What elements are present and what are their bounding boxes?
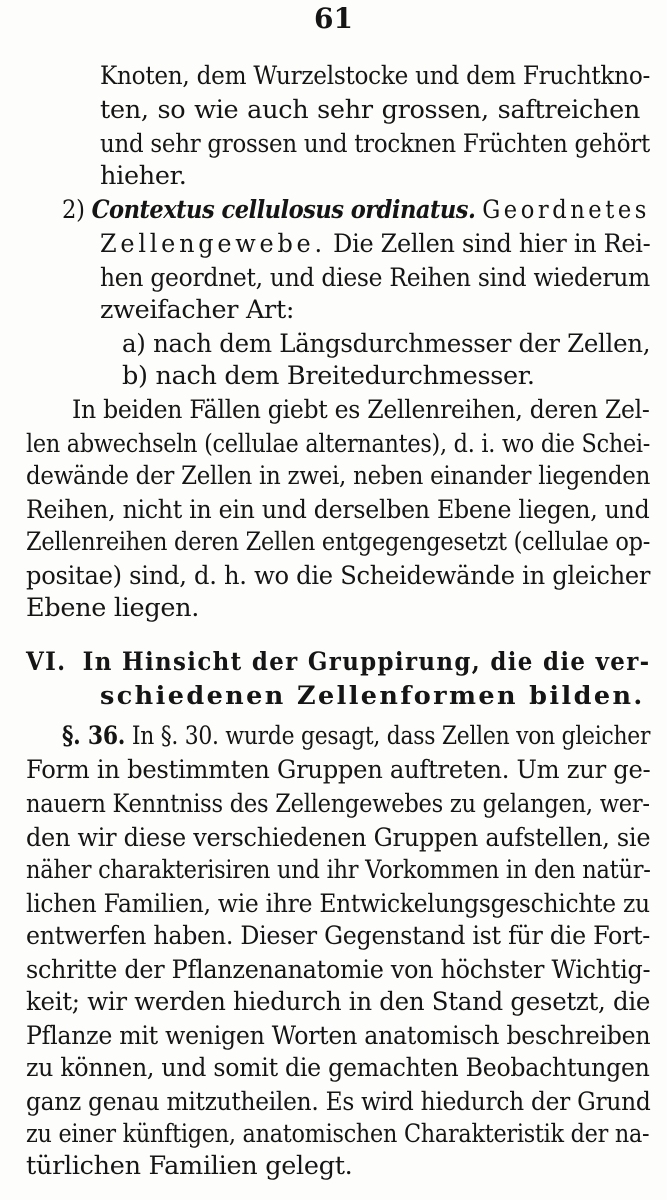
text-span: Die Zellen sind hier in Rei-: [325, 229, 651, 259]
page-number: 61: [314, 2, 353, 35]
text-line: zweifacher Art:: [100, 295, 295, 325]
list-item-2-line: [62, 194, 650, 226]
section-heading-continued: schiedenen Zellenformen bilden.: [100, 681, 645, 711]
text-line: Reihen, nicht in ein und derselben Ebene liegen, und: [26, 495, 650, 525]
latin-term: Contextus cellulosus ordinatus.: [91, 195, 476, 225]
text-line: Pflanze mit wenigen Worten anatomisch beschreiben: [26, 1021, 651, 1051]
text-line: türlichen Familien gelegt.: [26, 1151, 353, 1181]
text-line: näher charakterisiren und ihr Vorkommen in den natür-: [26, 855, 651, 885]
text-line: positae) sind, d. h. wo die Scheidewände in gleicher: [26, 561, 651, 591]
text-line: den wir diese verschiedenen Gruppen aufstellen, sie: [26, 823, 651, 853]
text-line: zu können, und somit die gemachten Beobachtungen: [26, 1053, 650, 1083]
german-term: Geordnetes: [482, 195, 650, 225]
text-line: lichen Familien, wie ihre Entwickelungsgeschichte zu: [26, 889, 650, 919]
text-line: keit; wir werden hiedurch in den Stand gesetzt, die: [26, 987, 651, 1017]
text-line: und sehr grossen und trocknen Früchten gehört: [100, 129, 650, 159]
text-line: entwerfen haben. Dieser Gegenstand ist für die Fort-: [26, 921, 651, 951]
text-line: [100, 228, 651, 260]
text-line: In beiden Fällen giebt es Zellenreihen, deren Zel-: [72, 395, 650, 425]
text-line: dewände der Zellen in zwei, neben einander liegenden: [26, 461, 651, 491]
text-line: zu einer künftigen, anatomischen Charakteristik der na-: [26, 1119, 650, 1149]
section-heading: [26, 646, 651, 678]
item-number: 2): [62, 195, 85, 225]
text-line: schritte der Pflanzenanatomie von höchster Wichtig-: [26, 955, 651, 985]
sub-item-a: a) nach dem Längsdurchmesser der Zellen,: [122, 329, 651, 359]
section-title: In Hinsicht der Gruppirung, die die ver-: [82, 647, 651, 677]
text-line: ganz genau mitzutheilen. Es wird hiedurch der Grund: [26, 1087, 651, 1117]
text-span: In §. 30. wurde gesagt, dass Zellen von gleicher: [125, 721, 651, 751]
paragraph-opening-line: [62, 720, 651, 752]
section-number: VI.: [26, 647, 67, 677]
german-term-continued: Zellengewebe.: [100, 229, 326, 259]
text-line: Knoten, dem Wurzelstocke und dem Fruchtkno-: [100, 61, 651, 91]
text-line: ten, so wie auch sehr grossen, saftreichen: [100, 95, 640, 125]
text-line: nauern Kenntniss des Zellengewebes zu gelangen, wer-: [26, 789, 650, 819]
text-line: hen geordnet, und diese Reihen sind wiederum: [100, 263, 650, 293]
paragraph-number: §. 36.: [62, 721, 126, 751]
text-line: hieher.: [100, 161, 187, 191]
text-line: Ebene liegen.: [26, 593, 200, 623]
text-line: Zellenreihen deren Zellen entgegengesetzt (cellulae op-: [26, 527, 651, 557]
text-line: len abwechseln (cellulae alternantes), d. i. wo die Schei-: [26, 429, 651, 459]
sub-item-b: b) nach dem Breitedurchmesser.: [122, 361, 535, 391]
text-line: Form in bestimmten Gruppen auftreten. Um zur ge-: [26, 755, 651, 785]
